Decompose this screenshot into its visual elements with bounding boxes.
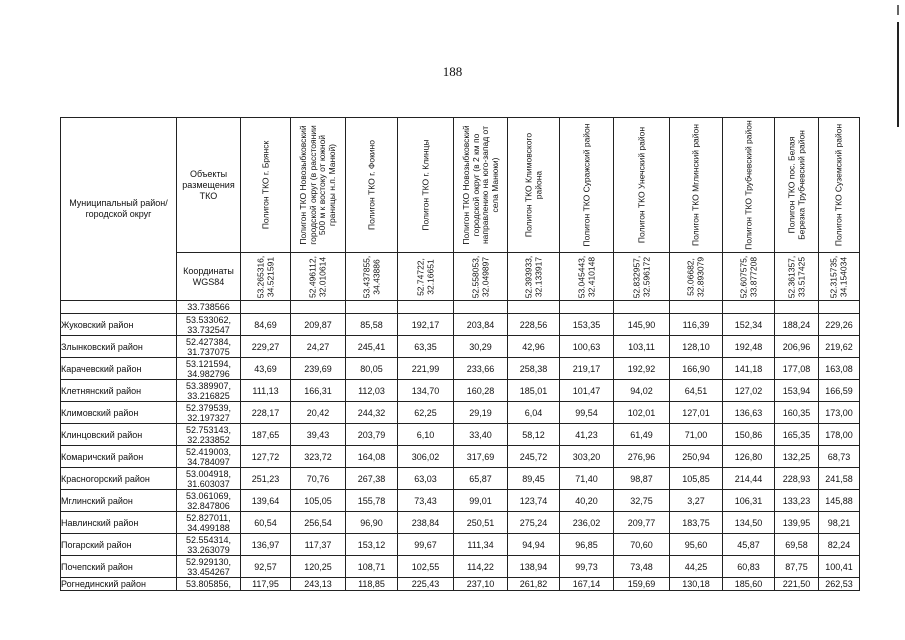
scan-edge-mark: [897, 5, 899, 15]
distance-cell: 80,05: [346, 358, 398, 380]
district-name: Мглинский район: [61, 490, 177, 512]
distance-cell: 159,69: [614, 578, 670, 591]
distance-cell: 70,76: [291, 468, 346, 490]
landfill-name: Полигон ТКО Мглинский район: [690, 124, 701, 246]
distance-cell: 138,94: [508, 556, 560, 578]
distance-cell: 60,54: [241, 512, 291, 534]
district-coords: 52.554314, 33.263079: [177, 534, 241, 556]
table-row: [61, 468, 860, 490]
distance-cell: 228,93: [775, 468, 819, 490]
landfill-name: Полигон ТКО г. Клинцы: [419, 139, 430, 231]
landfill-coords-2: [291, 253, 346, 301]
distance-cell: 139,64: [241, 490, 291, 512]
carryover-cell: [241, 301, 291, 314]
landfill-header-2: [291, 118, 346, 253]
district-coords: 52.419003, 34.784097: [177, 446, 241, 468]
table-row: [61, 556, 860, 578]
landfill-coord-text: 53.045443, 32.410148: [576, 255, 596, 298]
distance-cell: 229,26: [819, 314, 860, 336]
landfill-coord-text: 52.558053, 32.049897: [470, 255, 490, 298]
distance-cell: 236,02: [560, 512, 614, 534]
table-row: [61, 446, 860, 468]
distance-cell: 95,60: [670, 534, 723, 556]
distance-cell: 123,74: [508, 490, 560, 512]
landfill-header-10: [723, 118, 775, 253]
distance-cell: 221,99: [398, 358, 454, 380]
distance-cell: 262,53: [819, 578, 860, 591]
distance-cell: 275,24: [508, 512, 560, 534]
distance-cell: 160,28: [454, 380, 508, 402]
distance-cell: 128,10: [670, 336, 723, 358]
landfill-name: Полигон ТКО пос. Белая Березка Трубчевский район: [786, 130, 806, 240]
distance-cell: 101,47: [560, 380, 614, 402]
distance-cell: 164,08: [346, 446, 398, 468]
district-coords: 52.929130, 33.454267: [177, 556, 241, 578]
distance-cell: 165,35: [775, 424, 819, 446]
distance-cell: 114,22: [454, 556, 508, 578]
distance-cell: 65,87: [454, 468, 508, 490]
distance-cell: 62,25: [398, 402, 454, 424]
landfill-header-6: [508, 118, 560, 253]
distance-cell: 45,87: [723, 534, 775, 556]
distance-cell: 228,56: [508, 314, 560, 336]
landfill-name: Полигон ТКО Трубчевский район: [742, 120, 753, 250]
distance-cell: 317,69: [454, 446, 508, 468]
distance-cell: 150,86: [723, 424, 775, 446]
table-row: [61, 314, 860, 336]
district-coords: 53.061069, 32.847806: [177, 490, 241, 512]
distance-cell: 155,78: [346, 490, 398, 512]
distance-cell: 306,02: [398, 446, 454, 468]
landfill-coords-10: [723, 253, 775, 301]
distance-cell: 187,65: [241, 424, 291, 446]
distance-cell: 111,34: [454, 534, 508, 556]
page-number: 188: [442, 64, 463, 79]
landfill-coord-text: 53.06682, 32.893079: [685, 256, 705, 297]
distance-cell: 276,96: [614, 446, 670, 468]
landfill-coord-text: 53.437855, 34.43886: [361, 255, 381, 298]
distance-cell: 117,95: [241, 578, 291, 591]
table-row: [61, 336, 860, 358]
landfill-header-9: [670, 118, 723, 253]
carryover-row: [61, 301, 860, 314]
distance-cell: 219,62: [819, 336, 860, 358]
landfill-coord-text: 52.832957, 32.596172: [631, 255, 651, 298]
landfill-coord-text: 52.496112, 32.010614: [307, 255, 327, 298]
distance-cell: 323,72: [291, 446, 346, 468]
carryover-cell: [775, 301, 819, 314]
landfill-coord-text: 52.393933, 32.133917: [523, 255, 543, 298]
table-row: [61, 358, 860, 380]
distance-cell: 160,35: [775, 402, 819, 424]
distance-cell: 188,24: [775, 314, 819, 336]
landfill-name: Полигон ТКО г. Брянск: [259, 140, 270, 230]
distance-cell: 100,63: [560, 336, 614, 358]
distance-cell: 177,08: [775, 358, 819, 380]
distance-cell: 178,00: [819, 424, 860, 446]
distance-cell: 118,85: [346, 578, 398, 591]
landfill-name: Полигон ТКО г. Фокино: [365, 140, 376, 230]
distance-cell: 166,59: [819, 380, 860, 402]
distance-cell: 63,35: [398, 336, 454, 358]
district-name: Навлинский район: [61, 512, 177, 534]
distance-cell: 102,55: [398, 556, 454, 578]
distance-cell: 256,54: [291, 512, 346, 534]
coords-header: Координаты WGS84: [177, 253, 241, 301]
table-row: [61, 512, 860, 534]
distance-cell: 99,54: [560, 402, 614, 424]
distance-cell: 71,00: [670, 424, 723, 446]
distance-cell: 192,48: [723, 336, 775, 358]
table-row: [61, 424, 860, 446]
district-name: Красногорский район: [61, 468, 177, 490]
distance-cell: 41,23: [560, 424, 614, 446]
distance-cell: 127,72: [241, 446, 291, 468]
distance-cell: 241,58: [819, 468, 860, 490]
distance-cell: 24,27: [291, 336, 346, 358]
distance-cell: 103,11: [614, 336, 670, 358]
distance-cell: 141,18: [723, 358, 775, 380]
carryover-cell: [614, 301, 670, 314]
distance-cell: 99,73: [560, 556, 614, 578]
distance-cell: 134,70: [398, 380, 454, 402]
distance-cell: 99,01: [454, 490, 508, 512]
distance-cell: 99,67: [398, 534, 454, 556]
landfill-header-7: [560, 118, 614, 253]
distance-cell: 261,82: [508, 578, 560, 591]
distance-cell: 245,72: [508, 446, 560, 468]
district-name: Климовский район: [61, 402, 177, 424]
distance-cell: 61,49: [614, 424, 670, 446]
distance-cell: 183,75: [670, 512, 723, 534]
distance-cell: 32,75: [614, 490, 670, 512]
distance-cell: 63,03: [398, 468, 454, 490]
distance-cell: 29,19: [454, 402, 508, 424]
landfill-coords-4: [398, 253, 454, 301]
distance-cell: 167,14: [560, 578, 614, 591]
distance-cell: 127,02: [723, 380, 775, 402]
distance-cell: 68,73: [819, 446, 860, 468]
distance-cell: 20,42: [291, 402, 346, 424]
distance-cell: 42,96: [508, 336, 560, 358]
distance-cell: 132,25: [775, 446, 819, 468]
distance-cell: 96,90: [346, 512, 398, 534]
district-name: Клинцовский район: [61, 424, 177, 446]
landfill-name: Полигон ТКО Унечский район: [635, 126, 646, 244]
distance-cell: 214,44: [723, 468, 775, 490]
distance-cell: 145,88: [819, 490, 860, 512]
district-coords: 52.827011, 34.499188: [177, 512, 241, 534]
carryover-cell: [670, 301, 723, 314]
district-coords: 52.379539, 32.197327: [177, 402, 241, 424]
landfill-header-1: [241, 118, 291, 253]
table-row: [61, 578, 860, 591]
district-coords: 52.753143, 32.233852: [177, 424, 241, 446]
distance-cell: 106,31: [723, 490, 775, 512]
distance-cell: 73,43: [398, 490, 454, 512]
distance-cell: 127,01: [670, 402, 723, 424]
landfill-coord-text: 52.361357, 33.517425: [786, 255, 806, 298]
distance-cell: 243,13: [291, 578, 346, 591]
distance-cell: 100,41: [819, 556, 860, 578]
landfill-coords-11: [775, 253, 819, 301]
table-row: [61, 534, 860, 556]
distance-cell: 185,01: [508, 380, 560, 402]
district-name: Клетнянский район: [61, 380, 177, 402]
table-row: [61, 402, 860, 424]
distance-cell: 92,57: [241, 556, 291, 578]
distance-cell: 250,94: [670, 446, 723, 468]
distance-cell: 145,90: [614, 314, 670, 336]
distance-cell: 44,25: [670, 556, 723, 578]
distance-cell: 43,69: [241, 358, 291, 380]
distance-cell: 130,18: [670, 578, 723, 591]
distance-cell: 105,05: [291, 490, 346, 512]
distance-cell: 153,94: [775, 380, 819, 402]
landfill-coords-1: [241, 253, 291, 301]
distance-cell: 58,12: [508, 424, 560, 446]
header-row: [61, 118, 860, 253]
distance-cell: 229,27: [241, 336, 291, 358]
carryover-cell: [291, 301, 346, 314]
distance-cell: 203,84: [454, 314, 508, 336]
distance-cell: 40,20: [560, 490, 614, 512]
district-coords: 53.533062, 33.732547: [177, 314, 241, 336]
distance-cell: 60,83: [723, 556, 775, 578]
distance-cell: 152,34: [723, 314, 775, 336]
distance-cell: 87,75: [775, 556, 819, 578]
carryover-district: [61, 301, 177, 314]
distance-cell: 153,12: [346, 534, 398, 556]
distance-cell: 225,43: [398, 578, 454, 591]
district-coords: 53.805856,: [177, 578, 241, 591]
landfill-header-12: [819, 118, 860, 253]
distance-cell: 228,17: [241, 402, 291, 424]
distance-cell: 134,50: [723, 512, 775, 534]
landfill-name: Полигон ТКО Новозыбковский городской округ (в расстоянии 500 м к востоку от южной границы н.п. Манюй): [298, 125, 337, 245]
landfill-coords-6: [508, 253, 560, 301]
distance-cell: 192,17: [398, 314, 454, 336]
coords-header-row: [61, 253, 860, 301]
table-row: [61, 380, 860, 402]
distance-cell: 120,25: [291, 556, 346, 578]
landfill-coords-12: [819, 253, 860, 301]
landfill-name: Полигон ТКО Суражский район: [580, 123, 591, 247]
landfill-coord-text: 52.607575, 33.877208: [738, 255, 758, 298]
distance-cell: 105,85: [670, 468, 723, 490]
landfill-coord-text: 52.74722, 32.16651: [415, 257, 435, 296]
distance-cell: 136,97: [241, 534, 291, 556]
distance-cell: 3,27: [670, 490, 723, 512]
distance-cell: 84,69: [241, 314, 291, 336]
distance-cell: 166,90: [670, 358, 723, 380]
distance-cell: 139,95: [775, 512, 819, 534]
distance-cell: 238,84: [398, 512, 454, 534]
district-name: Комаричский район: [61, 446, 177, 468]
distance-cell: 219,17: [560, 358, 614, 380]
distance-cell: 239,69: [291, 358, 346, 380]
distance-cell: 117,37: [291, 534, 346, 556]
distance-cell: 250,51: [454, 512, 508, 534]
distance-cell: 209,87: [291, 314, 346, 336]
carryover-coord: 33.738566: [177, 301, 241, 314]
district-name: Карачевский район: [61, 358, 177, 380]
distance-cell: 166,31: [291, 380, 346, 402]
landfill-coords-8: [614, 253, 670, 301]
distance-cell: 33,40: [454, 424, 508, 446]
district-name: Жуковский район: [61, 314, 177, 336]
district-name: Погарский район: [61, 534, 177, 556]
distance-cell: 98,21: [819, 512, 860, 534]
distance-cell: 233,66: [454, 358, 508, 380]
landfill-coords-9: [670, 253, 723, 301]
distance-cell: 203,79: [346, 424, 398, 446]
carryover-cell: [723, 301, 775, 314]
district-header: Муниципальный район/городской округ: [61, 118, 177, 301]
distance-cell: 102,01: [614, 402, 670, 424]
distance-cell: 73,48: [614, 556, 670, 578]
distance-cell: 192,92: [614, 358, 670, 380]
distance-cell: 185,60: [723, 578, 775, 591]
district-coords: 53.121594, 34.982796: [177, 358, 241, 380]
distance-cell: 98,87: [614, 468, 670, 490]
distance-cell: 173,00: [819, 402, 860, 424]
distance-cell: 237,10: [454, 578, 508, 591]
carryover-cell: [508, 301, 560, 314]
distance-cell: 116,39: [670, 314, 723, 336]
carryover-cell: [346, 301, 398, 314]
landfill-header-5: [454, 118, 508, 253]
distance-cell: 133,23: [775, 490, 819, 512]
distance-cell: 163,08: [819, 358, 860, 380]
distance-cell: 6,10: [398, 424, 454, 446]
distance-cell: 258,38: [508, 358, 560, 380]
landfill-coords-5: [454, 253, 508, 301]
distance-cell: 209,77: [614, 512, 670, 534]
distance-cell: 70,60: [614, 534, 670, 556]
distance-cell: 6,04: [508, 402, 560, 424]
distance-cell: 85,58: [346, 314, 398, 336]
landfill-name: Полигон ТКО Климовского района: [523, 132, 543, 238]
distance-cell: 111,13: [241, 380, 291, 402]
objects-header: Объекты размещения ТКО: [177, 118, 241, 253]
distance-cell: 30,29: [454, 336, 508, 358]
distance-cell: 251,23: [241, 468, 291, 490]
landfill-header-3: [346, 118, 398, 253]
landfill-coords-3: [346, 253, 398, 301]
carryover-cell: [819, 301, 860, 314]
distance-cell: 267,38: [346, 468, 398, 490]
distance-cell: 89,45: [508, 468, 560, 490]
district-coords: 53.004918, 31.603037: [177, 468, 241, 490]
carryover-cell: [398, 301, 454, 314]
distance-cell: 94,94: [508, 534, 560, 556]
distance-cell: 94,02: [614, 380, 670, 402]
landfill-name: Полигон ТКО Новозыбковский городской округ (в 2 км по направлению на юго-запад от села Манюки): [460, 125, 499, 245]
district-name: Почепский район: [61, 556, 177, 578]
distance-cell: 136,63: [723, 402, 775, 424]
distance-cell: 82,24: [819, 534, 860, 556]
district-coords: 53.389907, 33.216825: [177, 380, 241, 402]
distance-cell: 71,40: [560, 468, 614, 490]
distance-table: [60, 117, 860, 591]
distance-cell: 244,32: [346, 402, 398, 424]
distance-cell: 221,50: [775, 578, 819, 591]
landfill-coord-text: 53.265316, 34.521591: [255, 255, 275, 298]
landfill-header-4: [398, 118, 454, 253]
distance-cell: 39,43: [291, 424, 346, 446]
distance-cell: 108,71: [346, 556, 398, 578]
distance-cell: 126,80: [723, 446, 775, 468]
landfill-name: Полигон ТКО Суземский район: [833, 123, 844, 247]
distance-cell: 96,85: [560, 534, 614, 556]
landfill-coords-7: [560, 253, 614, 301]
landfill-header-8: [614, 118, 670, 253]
distance-cell: 112,03: [346, 380, 398, 402]
carryover-cell: [454, 301, 508, 314]
distance-cell: 206,96: [775, 336, 819, 358]
district-name: Рогнединский район: [61, 578, 177, 591]
landfill-header-11: [775, 118, 819, 253]
distance-cell: 64,51: [670, 380, 723, 402]
distance-cell: 245,41: [346, 336, 398, 358]
distance-cell: 153,35: [560, 314, 614, 336]
landfill-coord-text: 52.315735, 34.154034: [828, 255, 848, 298]
table-row: [61, 490, 860, 512]
district-name: Злынковский район: [61, 336, 177, 358]
distance-cell: 303,20: [560, 446, 614, 468]
district-coords: 52.427384, 31.737075: [177, 336, 241, 358]
distance-cell: 69,58: [775, 534, 819, 556]
carryover-cell: [560, 301, 614, 314]
